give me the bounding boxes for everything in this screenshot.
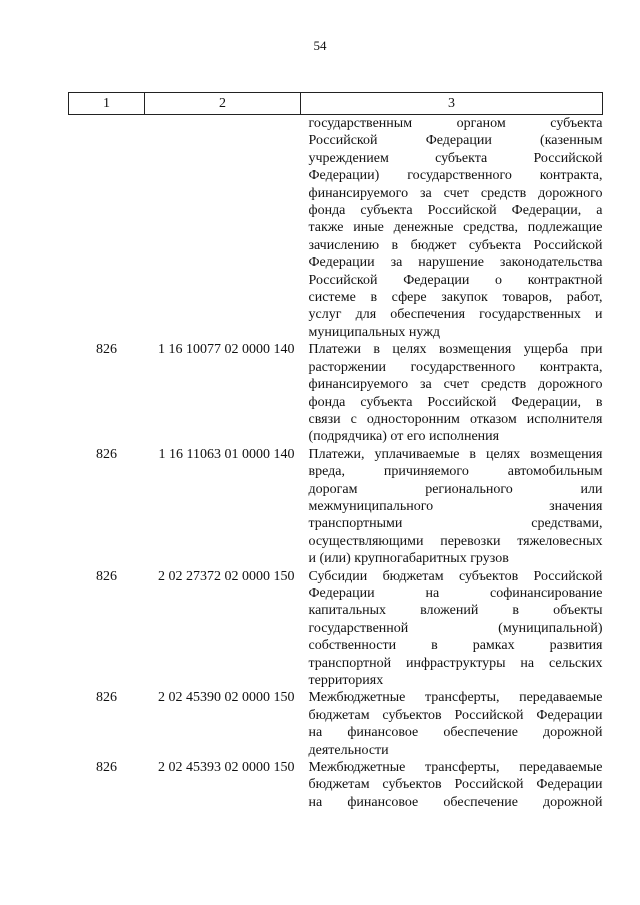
table-header-row (69, 93, 603, 115)
description-line: на финансовое обеспечение дорожной (308, 725, 603, 741)
description-line: системе в сфере закупок товаров, работ, (308, 290, 603, 306)
description-line: Межбюджетные трансферты, передаваемые (308, 760, 603, 776)
description-cell (301, 341, 603, 445)
description-line: фонда субъекта Российской Федерации, а (308, 203, 603, 219)
description-line: вреда, причиняемого автомобильным (308, 464, 603, 480)
column-header-3: 3 (301, 93, 603, 115)
description-line: фонда субъекта Российской Федерации, в (308, 394, 603, 410)
description-line: учреждением субъекта Российской (308, 150, 603, 166)
description-line: дорогам регионального или (308, 481, 603, 497)
description-line: финансируемого за счет средств дорожного (308, 377, 603, 393)
description-line: связи с односторонним отказом исполнителя (308, 411, 603, 427)
description-line: осуществляющими перевозки тяжеловесных (308, 533, 603, 549)
budget-code-cell: 2 02 27372 02 0000 150 (158, 568, 295, 584)
description-line: также иные денежные средства, подлежащие (308, 220, 603, 236)
description-line: (подрядчика) от его исполнения (308, 429, 500, 445)
description-line: деятельности (308, 742, 389, 758)
description-line: Федерации на софинансирование (308, 585, 603, 601)
continuation-code-cell (69, 115, 145, 342)
admin-code-cell: 826 (96, 446, 117, 462)
description-line: на финансовое обеспечение дорожной (308, 794, 603, 810)
budget-code-cell: 1 16 10077 02 0000 140 (158, 342, 295, 358)
description-line: муниципальных нужд (308, 324, 441, 340)
description-line: Межбюджетные трансферты, передаваемые (308, 690, 603, 706)
description-line: государственным органом субъекта (308, 116, 603, 131)
description-line: и (или) крупногабаритных грузов (308, 551, 509, 567)
description-line: Федерации за нарушение законодательства (308, 255, 603, 271)
description-cell (301, 446, 603, 568)
description-line: территориях (308, 673, 384, 688)
admin-code-cell: 826 (96, 568, 117, 584)
table-row (69, 446, 603, 568)
description-line: бюджетам субъектов Российской Федерации (308, 707, 603, 723)
budget-code-cell: 2 02 45390 02 0000 150 (158, 690, 295, 706)
description-line: Субсидии бюджетам субъектов Российской (308, 568, 603, 584)
column-header-1: 1 (69, 93, 145, 115)
description-line: Федерации) государственного контракта, (308, 168, 603, 184)
continuation-kbk-cell (145, 115, 301, 342)
description-line: Российской Федерации (казенным (308, 133, 603, 149)
description-line: капитальных вложений в объекты (308, 603, 603, 619)
description-line: Платежи, уплачиваемые в целях возмещения (308, 446, 603, 462)
description-cell (301, 689, 603, 759)
description-line: финансируемого за счет средств дорожного (308, 185, 603, 201)
table-body (69, 115, 603, 812)
budget-code-cell: 2 02 45393 02 0000 150 (158, 760, 295, 776)
description-line: собственности в рамках развития (308, 638, 603, 654)
description-line: Российской Федерации о контрактной (308, 272, 603, 288)
admin-code-cell: 826 (96, 342, 117, 358)
description-line: бюджетам субъектов Российской Федерации (308, 777, 603, 793)
description-line: транспортными средствами, (308, 516, 603, 532)
description-cell (301, 568, 603, 690)
budget-code-cell: 1 16 11063 01 0000 140 (158, 446, 295, 462)
description-line: государственной (муниципальной) (308, 620, 603, 636)
continuation-description (301, 115, 603, 342)
column-header-2: 2 (145, 93, 301, 115)
admin-code-cell: 826 (96, 690, 117, 706)
description-line: межмуниципального значения (308, 498, 603, 514)
continuation-row (69, 115, 603, 342)
description-line: зачислению в бюджет субъекта Российской (308, 237, 603, 253)
description-line: транспортной инфраструктуры на сельских (308, 655, 603, 671)
description-cell (301, 759, 603, 811)
table-row (69, 568, 603, 690)
description-line: расторжении государственного контракта, (308, 359, 603, 375)
description-line: услуг для обеспечения государственных и (308, 307, 603, 323)
table-row (69, 689, 603, 759)
description-line: Платежи в целях возмещения ущерба при (308, 342, 603, 358)
table-row (69, 341, 603, 445)
budget-classification-table (68, 92, 603, 811)
page-number: 54 (313, 38, 327, 53)
table-row (69, 759, 603, 811)
admin-code-cell: 826 (96, 760, 117, 776)
